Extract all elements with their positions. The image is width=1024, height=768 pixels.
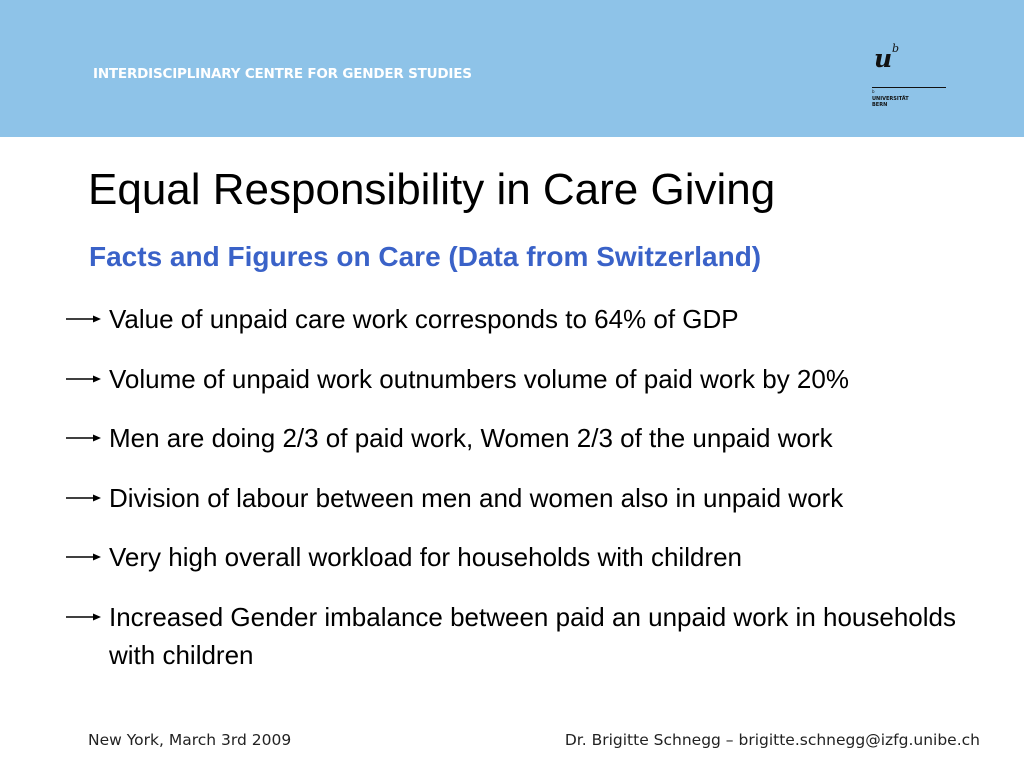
bullet-text: Very high overall workload for households with children: [109, 542, 743, 572]
arrow-right-icon: [66, 551, 102, 563]
arrow-right-icon: [66, 492, 102, 504]
logo-small-letter: b: [872, 89, 875, 94]
bullet-item: [66, 419, 1016, 457]
bullet-list: [66, 300, 1016, 695]
bullet-text: Men are doing 2/3 of paid work, Women 2/3 of the unpaid work: [109, 423, 833, 453]
bullet-text: Increased Gender imbalance between paid an unpaid work in households with children: [109, 601, 957, 670]
bullet-text: Division of labour between men and women also in unpaid work: [109, 482, 844, 513]
arrow-right-icon: [66, 611, 102, 623]
logo-rule: [872, 87, 946, 88]
footer-author: Dr. Brigitte Schnegg – brigitte.schnegg@izfg.unibe.ch: [564, 731, 980, 749]
bullet-text: Volume of unpaid work outnumbers volume of paid work by 20%: [109, 363, 849, 394]
header-band: [0, 0, 1024, 137]
bullet-item: [66, 360, 1016, 398]
bullet-text: Value of unpaid care work corresponds to 64% of GDP: [109, 304, 739, 334]
bullet-item: [66, 300, 1016, 338]
university-logo: [872, 44, 952, 114]
logo-letter: u: [874, 44, 893, 73]
arrow-right-icon: [66, 373, 102, 385]
logo-line-bern: BERN: [872, 102, 888, 108]
bullet-item: [66, 538, 1016, 576]
institute-name: INTERDISCIPLINARY CENTRE FOR GENDER STUDIES: [93, 66, 472, 82]
logo-superscript: b: [892, 42, 900, 55]
arrow-right-icon: [66, 313, 102, 325]
bullet-item: [66, 479, 1016, 517]
slide-title: Equal Responsibility in Care Giving: [88, 165, 776, 214]
footer-date: New York, March 3rd 2009: [88, 731, 292, 749]
arrow-right-icon: [66, 432, 102, 444]
logo-line-university: UNIVERSITÄT: [872, 96, 909, 102]
bullet-item: [66, 598, 1016, 674]
slide-subtitle: Facts and Figures on Care (Data from Switzerland): [89, 241, 762, 272]
